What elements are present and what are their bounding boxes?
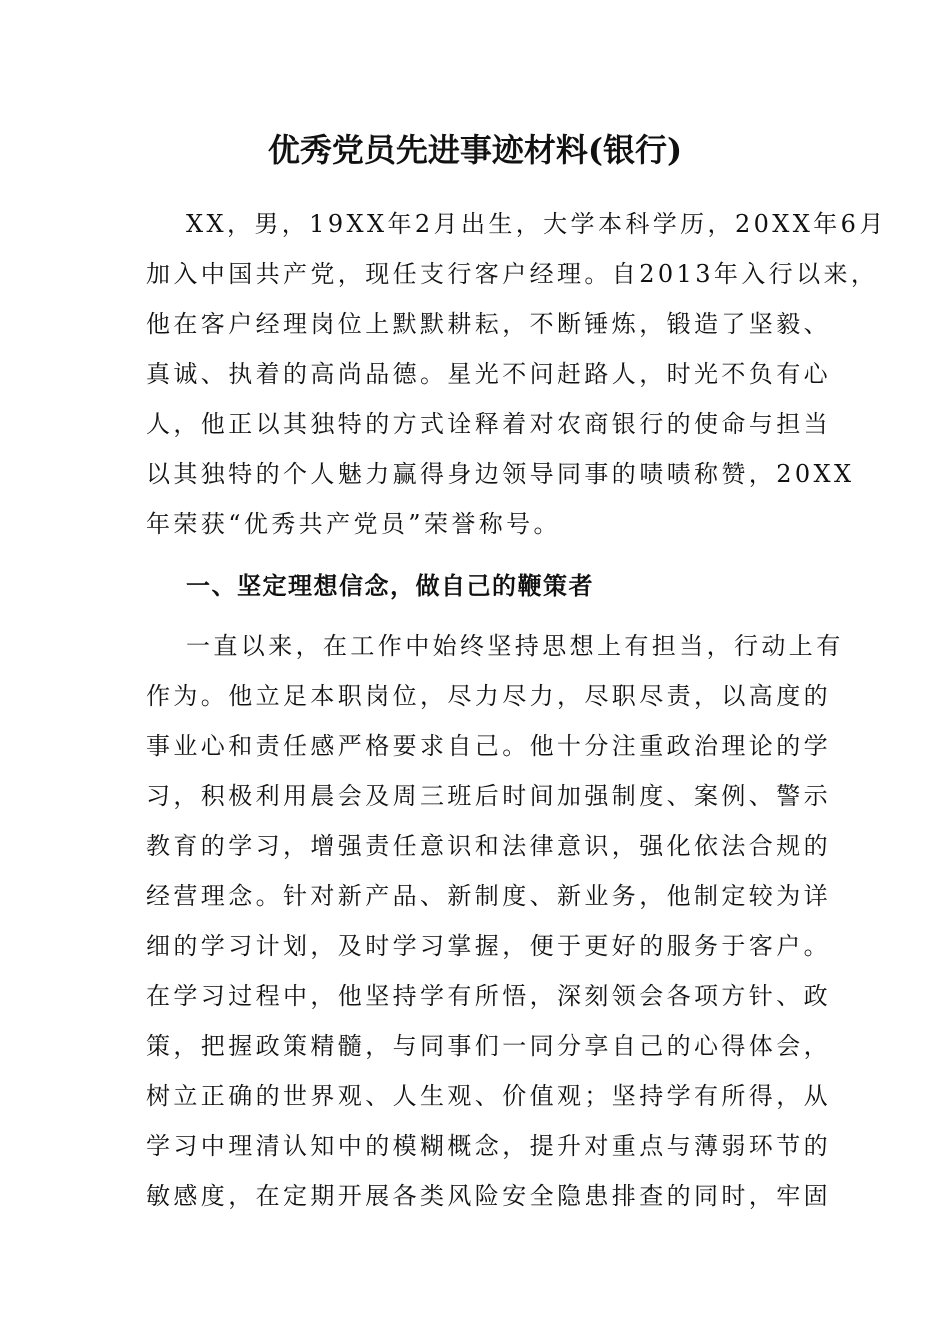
paragraph-line: 以其独特的个人魅力赢得身边领导同事的啧啧称赞，20XX [146,460,855,488]
paragraph-line: 经营理念。针对新产品、新制度、新业务，他制定较为详 [146,882,831,910]
paragraph-line: 教育的学习，增强责任意识和法律意识，强化依法合规的 [146,832,831,860]
paragraph-line: 加入中国共产党，现任支行客户经理。自2013年入行以来， [146,260,879,288]
paragraph-line: 学习中理清认知中的模糊概念，提升对重点与薄弱环节的 [146,1132,831,1160]
paragraph-line: 习，积极利用晨会及周三班后时间加强制度、案例、警示 [146,782,831,810]
paragraph-line: 事业心和责任感严格要求自己。他十分注重政治理论的学 [146,732,831,760]
paragraph-line: 他在客户经理岗位上默默耕耘，不断锤炼，锻造了坚毅、 [146,310,831,338]
paragraph-line: XX，男，19XX年2月出生，大学本科学历，20XX年6月 [186,210,887,238]
paragraph-line: 在学习过程中，他坚持学有所悟，深刻领会各项方针、政 [146,982,831,1010]
document-title: 优秀党员先进事迹材料(银行) [267,131,683,169]
section-paragraph [146,621,844,1221]
paragraph-line: 一直以来，在工作中始终坚持思想上有担当，行动上有 [186,632,844,660]
paragraph-line: 敏感度，在定期开展各类风险安全隐患排查的同时，牢固 [146,1182,831,1210]
paragraph-line: 真诚、执着的高尚品德。星光不问赶路人，时光不负有心 [146,360,831,388]
paragraph-line: 作为。他立足本职岗位，尽力尽力，尽职尽责，以高度的 [146,682,831,710]
paragraph-line: 细的学习计划，及时学习掌握，便于更好的服务于客户。 [146,932,831,960]
paragraph-line: 人，他正以其独特的方式诠释着对农商银行的使命与担当 [146,410,831,438]
paragraph-line: 树立正确的世界观、人生观、价值观；坚持学有所得，从 [146,1082,831,1110]
section-heading: 一、坚定理想信念，做自己的鞭策者 [186,571,594,600]
intro-paragraph [146,199,887,549]
paragraph-line: 策，把握政策精髓，与同事们一同分享自己的心得体会， [146,1032,831,1060]
paragraph-line: 年荣获“优秀共产党员”荣誉称号。 [146,510,561,538]
